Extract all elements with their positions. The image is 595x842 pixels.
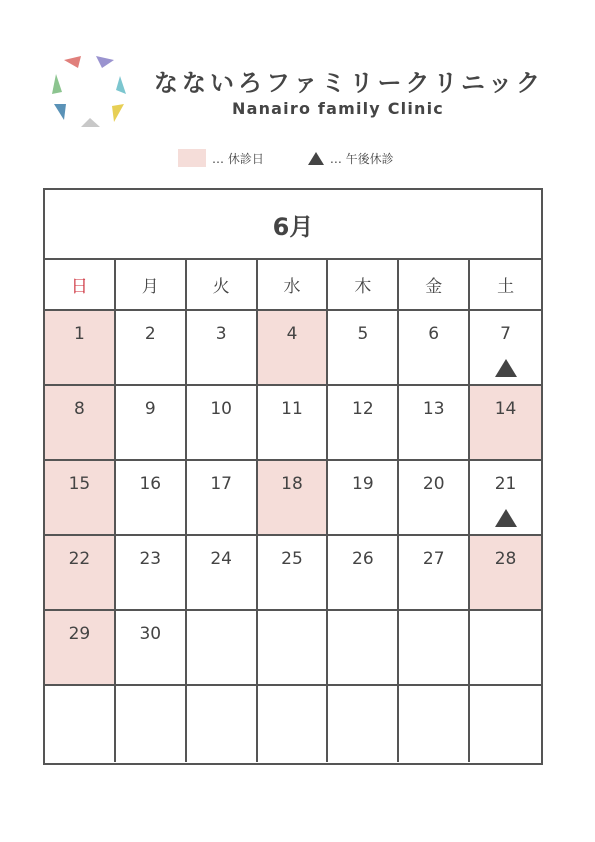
day-number: 4 xyxy=(286,324,298,344)
closed-day-swatch xyxy=(178,149,206,167)
afternoon-closed-triangle-icon xyxy=(495,509,517,527)
day-number: 11 xyxy=(281,399,303,419)
empty-day-cell xyxy=(45,686,116,762)
day-number: 19 xyxy=(352,474,374,494)
day-number: 8 xyxy=(74,399,85,419)
day-cell xyxy=(45,611,116,686)
weekday-tue: 火 xyxy=(187,260,258,311)
day-cell xyxy=(470,461,541,536)
day-number: 20 xyxy=(422,474,445,494)
empty-day-cell xyxy=(328,686,399,762)
weekday-sun: 日 xyxy=(45,260,116,311)
weekday-wed: 水 xyxy=(258,260,329,311)
day-cell xyxy=(116,461,187,536)
day-cell xyxy=(399,311,470,386)
day-number: 10 xyxy=(210,399,232,419)
month-title: 6月 xyxy=(45,190,541,260)
empty-day-cell xyxy=(399,611,470,686)
day-cell xyxy=(258,461,329,536)
weekday-thu: 木 xyxy=(328,260,399,311)
empty-day-cell xyxy=(470,686,541,762)
logo-triangle-gray xyxy=(81,118,100,127)
logo-triangle-green xyxy=(52,74,62,94)
day-number: 9 xyxy=(144,399,156,419)
empty-day-cell xyxy=(258,686,329,762)
day-number: 15 xyxy=(68,474,91,494)
day-cell xyxy=(399,536,470,611)
day-number: 1 xyxy=(74,324,85,344)
logo-triangle-yellow xyxy=(112,104,124,122)
day-number: 26 xyxy=(352,549,374,569)
day-cell xyxy=(258,536,329,611)
day-number: 16 xyxy=(139,474,162,494)
weekday-fri: 金 xyxy=(399,260,470,311)
day-cell xyxy=(328,311,399,386)
calendar-grid xyxy=(45,260,541,762)
day-cell xyxy=(470,386,541,461)
closed-day-legend-label: … 休診日 xyxy=(212,151,264,166)
day-cell xyxy=(187,386,258,461)
day-cell xyxy=(328,536,399,611)
day-number: 17 xyxy=(210,474,232,494)
empty-day-cell xyxy=(258,611,329,686)
day-cell xyxy=(45,386,116,461)
day-number: 24 xyxy=(210,549,232,569)
day-cell xyxy=(470,311,541,386)
logo-triangle-teal xyxy=(116,76,126,94)
day-number: 2 xyxy=(144,324,156,344)
empty-day-cell xyxy=(470,611,541,686)
day-number: 29 xyxy=(68,624,91,644)
day-cell xyxy=(328,386,399,461)
day-number: 27 xyxy=(422,549,445,569)
logo-triangle-red xyxy=(64,56,81,68)
day-cell xyxy=(399,386,470,461)
day-number: 18 xyxy=(281,474,303,494)
day-number: 12 xyxy=(352,399,374,419)
day-number: 3 xyxy=(215,324,227,344)
month-calendar xyxy=(43,188,543,765)
empty-day-cell xyxy=(399,686,470,762)
day-cell xyxy=(116,536,187,611)
day-number: 25 xyxy=(281,549,303,569)
day-cell xyxy=(45,311,116,386)
day-cell xyxy=(187,461,258,536)
day-number: 23 xyxy=(139,549,162,569)
weekday-mon: 月 xyxy=(116,260,187,311)
day-cell xyxy=(399,461,470,536)
empty-day-cell xyxy=(187,611,258,686)
triangle-icon xyxy=(308,152,324,165)
legend xyxy=(178,148,394,168)
day-cell xyxy=(116,311,187,386)
day-cell xyxy=(470,536,541,611)
clinic-logo-icon xyxy=(48,52,132,132)
day-number: 30 xyxy=(139,624,162,644)
day-cell xyxy=(45,536,116,611)
empty-day-cell xyxy=(328,611,399,686)
day-number: 6 xyxy=(428,324,440,344)
day-number: 14 xyxy=(494,399,517,419)
clinic-name-japanese: なないろファミリークリニック xyxy=(154,69,545,97)
day-number: 5 xyxy=(357,324,369,344)
day-number: 7 xyxy=(500,324,511,344)
clinic-name-english: Nanairo family Clinic xyxy=(232,99,444,118)
day-cell xyxy=(328,461,399,536)
logo-triangle-blue xyxy=(54,104,66,120)
day-number: 28 xyxy=(494,549,517,569)
day-cell xyxy=(187,311,258,386)
weekday-sat: 土 xyxy=(470,260,541,311)
day-number: 21 xyxy=(494,474,517,494)
day-cell xyxy=(45,461,116,536)
day-number: 13 xyxy=(422,399,445,419)
day-cell xyxy=(187,536,258,611)
afternoon-closed-legend-label: … 午後休診 xyxy=(329,151,394,166)
day-number: 22 xyxy=(68,549,91,569)
day-cell xyxy=(116,611,187,686)
empty-day-cell xyxy=(187,686,258,762)
day-cell xyxy=(258,311,329,386)
day-cell xyxy=(116,386,187,461)
empty-day-cell xyxy=(116,686,187,762)
logo-triangle-purple xyxy=(96,56,114,68)
day-cell xyxy=(258,386,329,461)
afternoon-closed-triangle-icon xyxy=(495,359,517,377)
